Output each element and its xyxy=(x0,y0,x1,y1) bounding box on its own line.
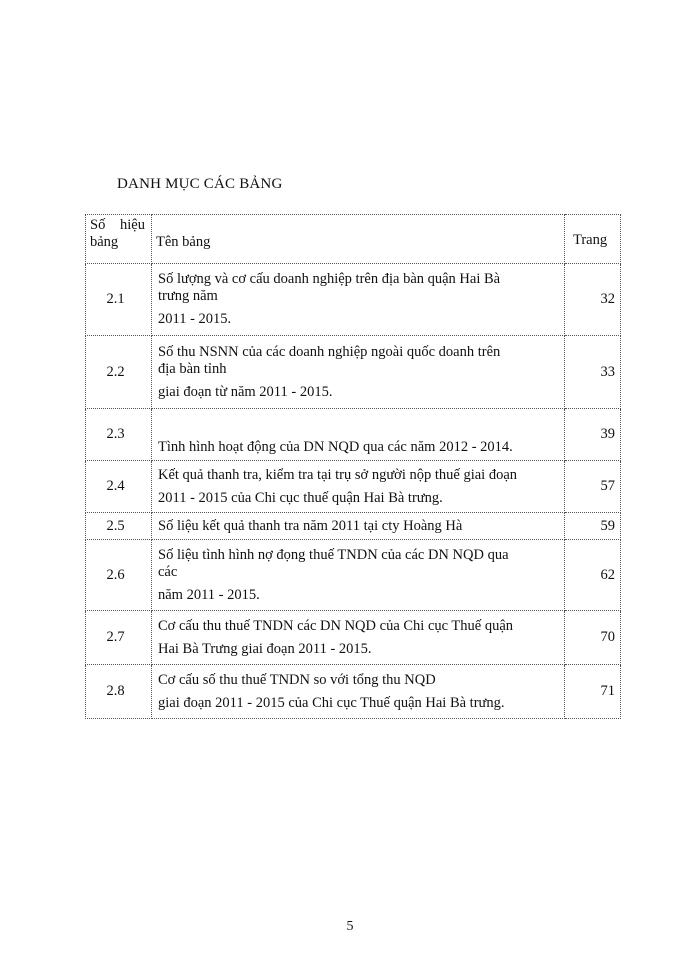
row-name-line: Số liệu tình hình nợ đọng thuế TNDN của các DN NQD qua xyxy=(158,546,509,563)
row-number: 2.5 xyxy=(86,513,152,540)
row-page: 59 xyxy=(565,513,621,540)
row-name xyxy=(152,665,565,719)
table-header-row xyxy=(86,215,621,264)
row-name-line: Số liệu kết quả thanh tra năm 2011 tại cty Hoàng Hà xyxy=(158,517,463,534)
header-number-part2: hiệu xyxy=(120,217,145,233)
row-number: 2.1 xyxy=(86,264,152,336)
header-number-part3: bảng xyxy=(90,234,119,250)
table-row xyxy=(86,665,621,719)
row-name-line: các xyxy=(158,563,178,580)
row-page: 39 xyxy=(565,409,621,461)
row-page: 57 xyxy=(565,461,621,513)
row-name-line: giai đoạn từ năm 2011 - 2015. xyxy=(158,383,333,400)
table-row xyxy=(86,409,621,461)
table-list xyxy=(85,214,621,719)
row-name xyxy=(152,540,565,611)
row-page: 62 xyxy=(565,540,621,611)
page-number: 5 xyxy=(346,919,354,934)
row-number: 2.6 xyxy=(86,540,152,611)
row-name xyxy=(152,264,565,336)
row-number: 2.7 xyxy=(86,611,152,665)
row-name-line: giai đoạn 2011 - 2015 của Chi cục Thuế quận Hai Bà trưng. xyxy=(158,694,505,711)
row-name-line: Kết quả thanh tra, kiểm tra tại trụ sở người nộp thuế giai đoạn xyxy=(158,466,518,483)
table-row xyxy=(86,540,621,611)
row-number: 2.3 xyxy=(86,409,152,461)
row-number: 2.2 xyxy=(86,336,152,409)
row-page: 71 xyxy=(565,665,621,719)
row-name xyxy=(152,336,565,409)
table-row xyxy=(86,461,621,513)
row-name-line: Cơ cấu thu thuế TNDN các DN NQD của Chi cục Thuế quận xyxy=(158,617,514,634)
row-name xyxy=(152,461,565,513)
row-name-line: trưng năm xyxy=(158,288,218,304)
table-row xyxy=(86,336,621,409)
row-name-line: Số thu NSNN của các doanh nghiệp ngoài quốc doanh trên xyxy=(158,343,501,360)
row-page: 70 xyxy=(565,611,621,665)
header-page: Trang xyxy=(565,215,621,264)
row-name-line: 2011 - 2015. xyxy=(158,311,232,327)
header-name: Tên bảng xyxy=(152,215,565,264)
row-name-line: Hai Bà Trưng giai đoạn 2011 - 2015. xyxy=(158,640,372,657)
header-number-part1: Số xyxy=(90,217,106,233)
row-name-line: Số lượng và cơ cấu doanh nghiệp trên địa bàn quận Hai Bà xyxy=(158,271,501,287)
row-number: 2.8 xyxy=(86,665,152,719)
row-name-line: địa bàn tỉnh xyxy=(158,360,227,377)
row-name xyxy=(152,611,565,665)
page-title: DANH MỤC CÁC BẢNG xyxy=(117,176,283,192)
row-page: 33 xyxy=(565,336,621,409)
row-name xyxy=(152,409,565,461)
table-row xyxy=(86,264,621,336)
row-number: 2.4 xyxy=(86,461,152,513)
table-row xyxy=(86,611,621,665)
header-number xyxy=(86,215,152,264)
row-name-line: Tình hình hoạt động của DN NQD qua các năm 2012 - 2014. xyxy=(158,439,513,455)
row-name-line: 2011 - 2015 của Chi cục thuế quận Hai Bà trưng. xyxy=(158,489,443,506)
row-name-line: năm 2011 - 2015. xyxy=(158,586,260,603)
row-name xyxy=(152,513,565,540)
row-page: 32 xyxy=(565,264,621,336)
table-row xyxy=(86,513,621,540)
row-name-line: Cơ cấu số thu thuế TNDN so với tổng thu NQD xyxy=(158,671,436,688)
